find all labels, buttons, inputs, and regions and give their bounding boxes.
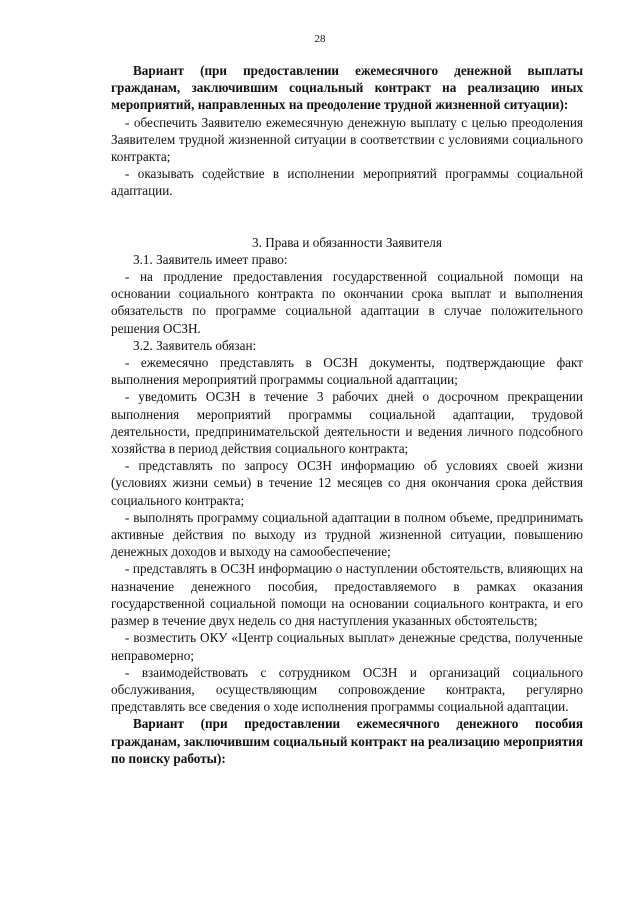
variant1-heading: Вариант (при предоставлении ежемесячного денежной выплаты гражданам, заключившим социальный контракт на реализацию иных мероприятий, направленных на преодоление трудной жизненной ситуации):: [111, 63, 583, 113]
duties-item-4: - выполнять программу социальной адаптации в полном объеме, предпринимать активные действия по выходу из трудной жизненной ситуации, повышению денежных доходов и выходу на самообеспечение;: [111, 509, 583, 560]
duties-item-7: - взаимодействовать с сотрудником ОСЗН и организаций социального обслуживания, осуществляющим сопровождение контракта, регулярно представлять все сведения о ходе исполнения программы социальной адаптации.: [111, 664, 583, 715]
duties-item-3: - представлять по запросу ОСЗН информацию об условиях своей жизни (условиях жизни семьи) в течение 12 месяцев со дня окончания срока действия социального контракта;: [111, 458, 583, 508]
rights-heading: 3.1. Заявитель имеет право:: [133, 251, 288, 267]
variant1-item-2: - оказывать содействие в исполнении мероприятий программы социальной адаптации.: [111, 166, 583, 199]
variant2-heading: Вариант (при предоставлении ежемесячного денежного пособия гражданам, заключившим социальный контракт на реализацию мероприятия по поиску работы):: [111, 716, 583, 766]
page-number: 28: [314, 33, 326, 45]
duties-item-6: - возместить ОКУ «Центр социальных выплат» денежные средства, полученные неправомерно;: [111, 630, 583, 663]
rights-item-1: - на продление предоставления государственной социальной помощи на основании социального контракта по окончании срока выплат и выполнения обязательств по программе социальной адаптации в случае положительного решения ОСЗН.: [111, 269, 583, 336]
duties-item-1: - ежемесячно представлять в ОСЗН документы, подтверждающие факт выполнения мероприятий программы социальной адаптации;: [111, 355, 583, 388]
section3-title: 3. Права и обязанности Заявителя: [252, 234, 442, 250]
document-body: [111, 62, 583, 767]
variant1-item-1: - обеспечить Заявителю ежемесячную денежную выплату с целью преодоления Заявителем трудной жизненной ситуации в соответствии с условиями социального контракта;: [111, 114, 583, 165]
duties-item-2: - уведомить ОСЗН в течение 3 рабочих дней о досрочном прекращении выполнения мероприятий программы социальной адаптации, трудовой деятельности, предпринимательской деятельности и ведения личного подсобного хозяйства в период действия социального контракта;: [111, 389, 583, 457]
duties-item-5: - представлять в ОСЗН информацию о наступлении обстоятельств, влияющих на назначение денежного пособия, предоставляемого в рамках оказания государственной социальной помощи на основании социального контракта, и его размер в течение двух недель со дня наступления указанных обстоятельств;: [111, 561, 583, 629]
duties-heading: 3.2. Заявитель обязан:: [133, 337, 257, 353]
